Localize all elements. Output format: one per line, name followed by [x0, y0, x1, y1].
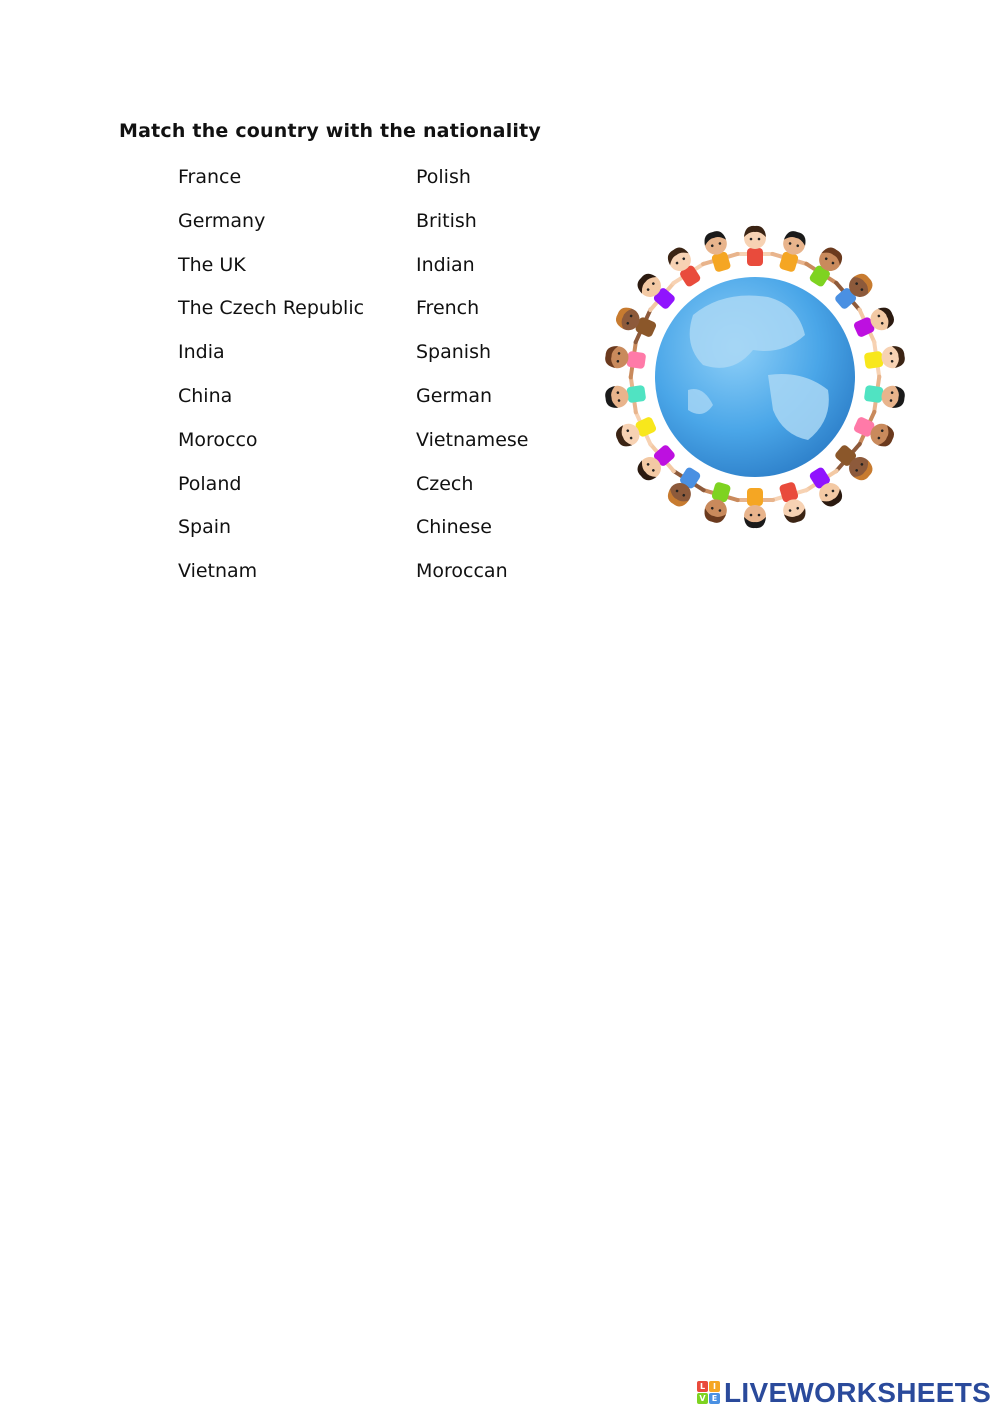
country-list [178, 162, 364, 600]
child-figure [827, 436, 881, 489]
country-item[interactable]: The UK [178, 253, 246, 276]
nationality-item[interactable]: Czech [416, 472, 474, 495]
child-figure [603, 375, 648, 416]
nationality-item[interactable]: French [416, 297, 480, 320]
country-item[interactable]: Morocco [178, 428, 258, 451]
country-item[interactable]: Vietnam [178, 560, 258, 583]
country-item[interactable]: China [178, 384, 233, 407]
nationality-item[interactable]: British [416, 209, 477, 232]
country-item[interactable]: Spain [178, 516, 232, 539]
nationality-item[interactable]: Chinese [416, 516, 492, 539]
child-figure [695, 227, 741, 276]
child-figure [862, 375, 907, 416]
instruction-heading: Match the country with the nationality [119, 120, 541, 142]
globe-children-circle-icon [583, 205, 923, 557]
country-item[interactable]: India [178, 341, 225, 364]
child-figure [658, 461, 710, 514]
nationality-item[interactable]: Vietnamese [416, 428, 529, 451]
country-item[interactable]: The Czech Republic [178, 297, 365, 320]
child-figure [800, 461, 852, 514]
logo-text: LIVEWORKSHEETS [724, 1377, 992, 1408]
child-figure [862, 338, 907, 379]
country-item[interactable]: Germany [178, 209, 266, 232]
nationality-list [416, 162, 528, 600]
child-figure [769, 227, 815, 276]
nationality-item[interactable]: Moroccan [416, 560, 508, 583]
child-figure [629, 436, 683, 489]
child-figure [827, 264, 881, 317]
child-figure [603, 338, 648, 379]
nationality-item[interactable]: Indian [416, 253, 475, 276]
country-item[interactable]: Poland [178, 472, 242, 495]
nationality-item[interactable]: Polish [416, 166, 471, 188]
logo-mark-icon: L I V E [697, 1381, 721, 1405]
child-figure [800, 240, 852, 293]
child-figure [629, 264, 683, 317]
child-figure [658, 240, 710, 293]
country-item[interactable]: France [178, 166, 242, 188]
nationality-item[interactable]: German [416, 384, 493, 407]
liveworksheets-logo [697, 1378, 991, 1408]
child-figure [737, 226, 773, 266]
child-figure [769, 478, 815, 527]
nationality-item[interactable]: Spanish [416, 341, 492, 364]
child-figure [695, 478, 741, 527]
child-figure [737, 488, 773, 528]
